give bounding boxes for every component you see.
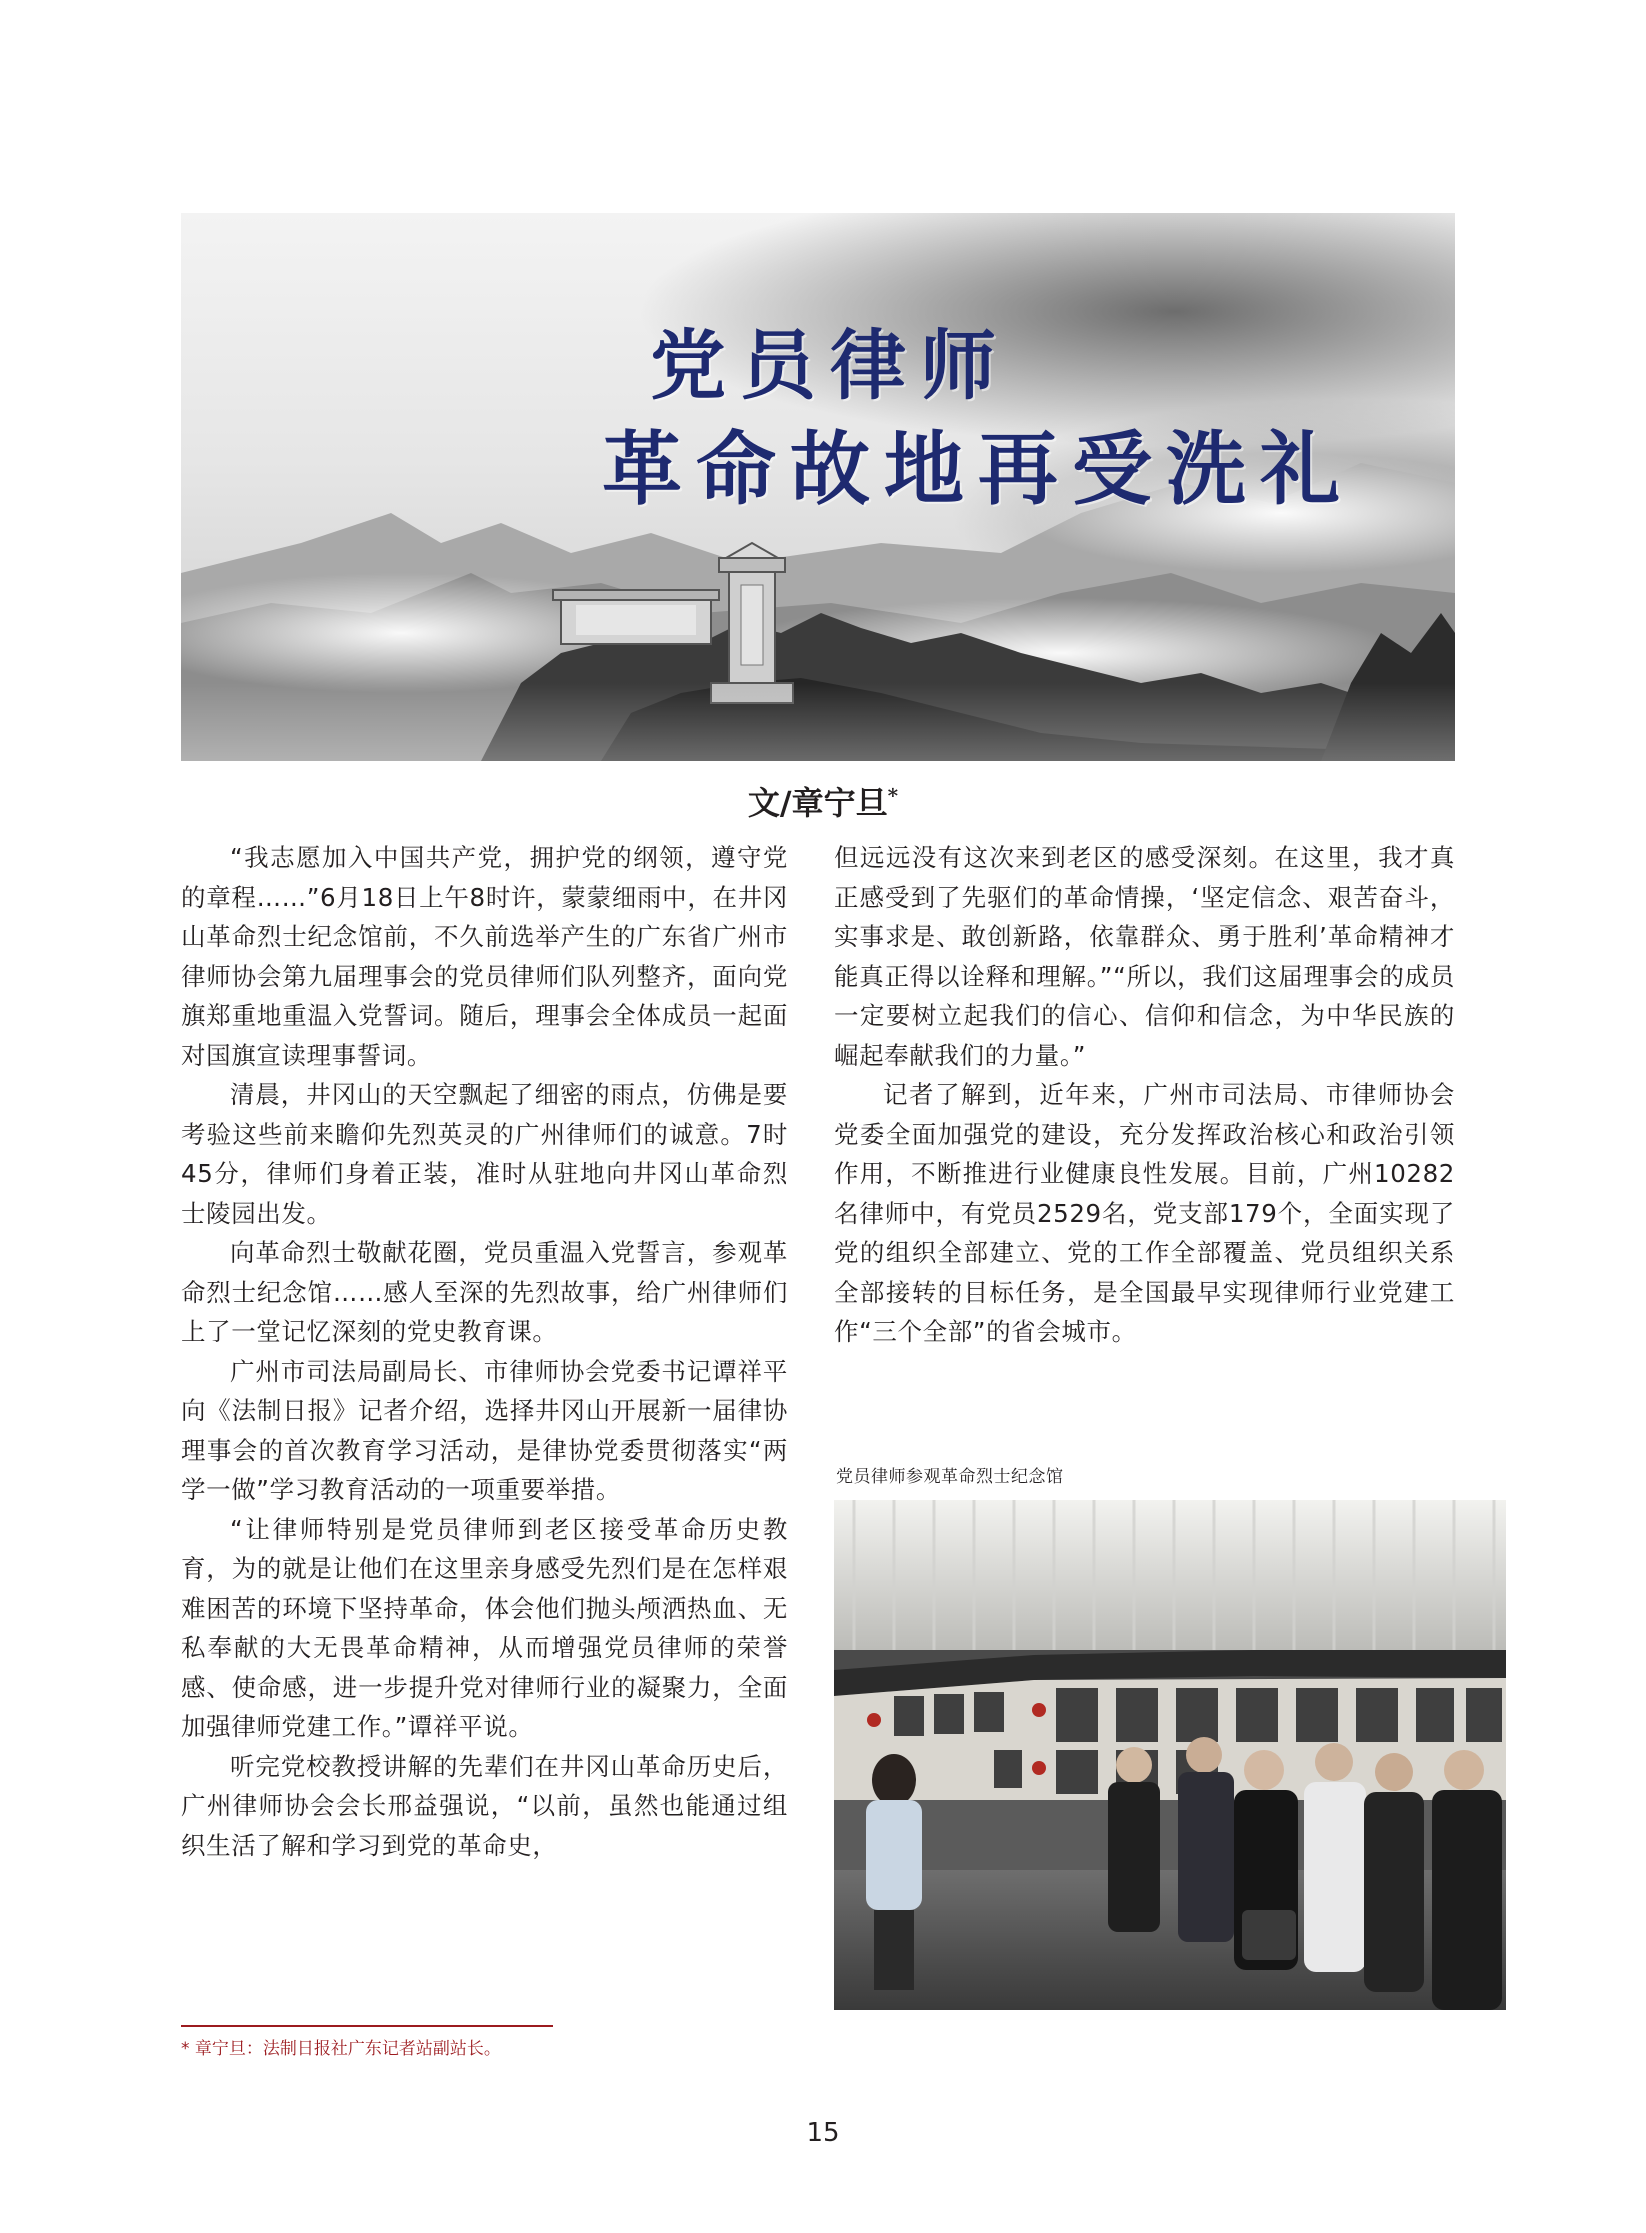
byline <box>0 778 1646 824</box>
page-number: 15 <box>806 2118 840 2148</box>
banner-image <box>181 213 1455 761</box>
byline-author: 文/章宁旦 <box>747 784 888 822</box>
byline-footnote-mark: * <box>887 783 899 808</box>
memorial-hall-photo-illustration <box>834 1500 1506 2010</box>
article-paragraph: “我志愿加入中国共产党，拥护党的纲领，遵守党的章程……”6月18日上午8时许，蒙蒙细雨中，在井冈山革命烈士纪念馆前，不久前选举产生的广东省广州市律师协会第九届理事会的党员律师们队列整齐，面向党旗郑重地重温入党誓词。随后，理事会全体成员一起面对国旗宣读理事誓词。 <box>181 843 788 1070</box>
photo-caption: 党员律师参观革命烈士纪念馆 <box>836 1467 1064 1487</box>
banner-title-line2: 革命故地再受洗礼 <box>602 422 1354 516</box>
article-paragraph-continuation: 但远远没有这次来到老区的感受深刻。在这里，我才真正感受到了先驱们的革命情操，‘坚定信念、艰苦奋斗，实事求是、敢创新路，依靠群众、勇于胜利’革命精神才能真正得以诠释和理解。”“所以，我们这届理事会的成员一定要树立起我们的信心、信仰和信念，为中华民族的崛起奉献我们的力量。” <box>834 843 1455 1070</box>
footnote-divider <box>181 2025 553 2027</box>
article-paragraph: 广州市司法局副局长、市律师协会党委书记谭祥平向《法制日报》记者介绍，选择井冈山开展新一届律协理事会的首次教育学习活动，是律协党委贯彻落实“两学一做”学习教育活动的一项重要举措。 <box>181 1356 788 1504</box>
memorial-hall-photo <box>834 1500 1506 2010</box>
article-paragraph: “让律师特别是党员律师到老区接受革命历史教育，为的就是让他们在这里亲身感受先烈们是在怎样艰难困苦的环境下坚持革命，体会他们抛头颅洒热血、无私奉献的大无畏革命精神，从而增强党员律师的荣誉感、使命感，进一步提升党对律师行业的凝聚力，全面加强律师党建工作。”谭祥平说。 <box>181 1514 788 1741</box>
article-paragraph: 听完党校教授讲解的先辈们在井冈山革命历史后，广州律师协会会长邢益强说，“以前，虽然也能通过组织生活了解和学习到党的革命史， <box>181 1751 788 1860</box>
article-left-column <box>181 838 788 1865</box>
article-paragraph: 记者了解到，近年来，广州市司法局、市律师协会党委全面加强党的建设，充分发挥政治核心和政治引领作用，不断推进行业健康良性发展。目前，广州10282名律师中，有党员2529名，党支部179个，全面实现了党的组织全部建立、党的工作全部覆盖、党员组织关系全部接转的目标任务，是全国最早实现律师行业党建工作“三个全部”的省会城市。 <box>834 1080 1455 1346</box>
article-right-column <box>834 838 1455 1352</box>
footnote: * 章宁旦：法制日报社广东记者站副站长。 <box>181 2039 501 2059</box>
article-paragraph: 清晨，井冈山的天空飘起了细密的雨点，仿佛是要考验这些前来瞻仰先烈英灵的广州律师们的诚意。7时45分，律师们身着正装，准时从驻地向井冈山革命烈士陵园出发。 <box>181 1080 788 1228</box>
article-paragraph: 向革命烈士敬献花圈，党员重温入党誓言，参观革命烈士纪念馆……感人至深的先烈故事，给广州律师们上了一堂记忆深刻的党史教育课。 <box>181 1238 788 1346</box>
banner-title-line1: 党员律师 <box>650 321 1010 410</box>
